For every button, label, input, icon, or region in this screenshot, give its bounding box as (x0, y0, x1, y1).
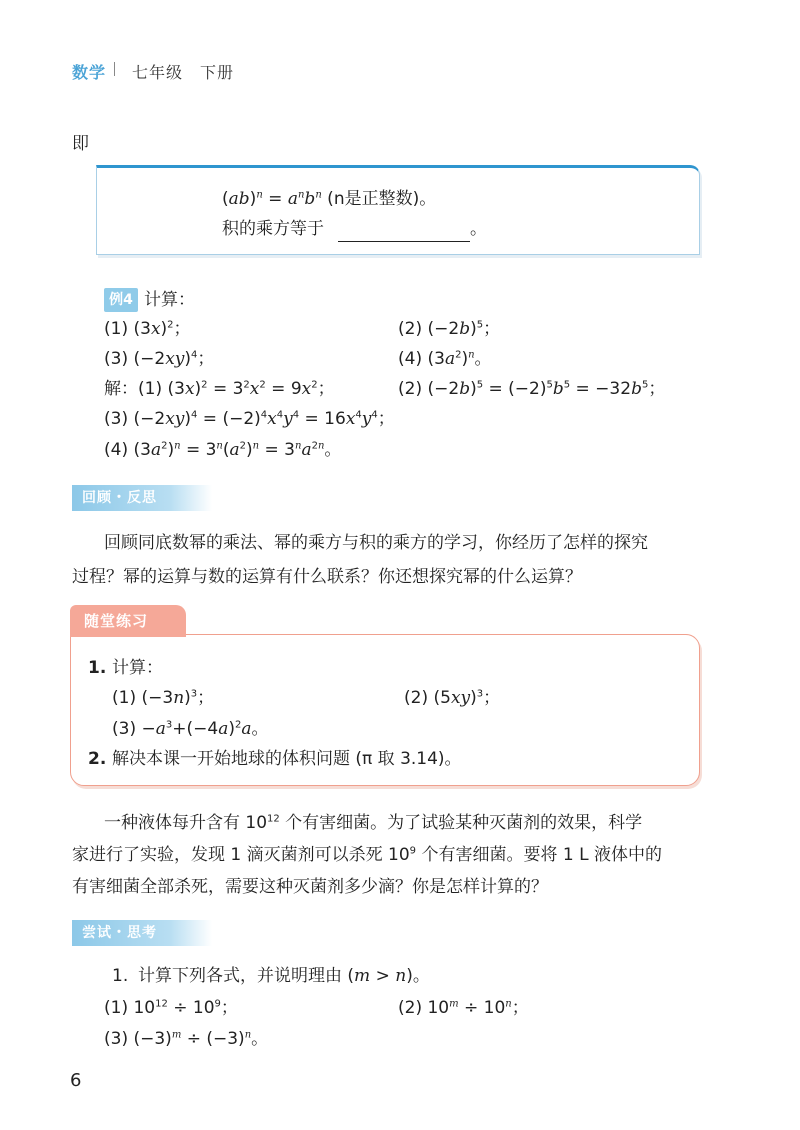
practice-part-1: (1) $(-3n)^3$； (112, 688, 215, 708)
try-item-label: 1. (112, 966, 129, 986)
solution-3: (3) $(-2xy)^4 = (-2)^4x^4y^4 = 16x^4y^4$； (104, 409, 395, 429)
grade-label: 七年级 下册 (132, 63, 235, 82)
rule-statement: $(ab)^n = a^nb^n$ (n是正整数)。 (222, 189, 437, 209)
example-problem-3: (3) $(-2xy)^4$； (104, 349, 215, 369)
review-line-2: 过程？幂的运算与数的运算有什么联系？你还想探究幂的什么运算？ (72, 567, 582, 587)
practice-part-2: (2) $(5xy)^3$； (404, 688, 501, 708)
try-tag: 尝试・思考 (72, 920, 212, 946)
review-tag: 回顾・反思 (72, 485, 212, 511)
rule-note: n是正整数 (333, 189, 413, 209)
example-problem-4: (4) $(3a^2)^n$。 (398, 349, 492, 369)
review-line-1: 回顾同底数幂的乘法、幂的乘方与积的乘方的学习，你经历了怎样的探究 (104, 533, 648, 553)
solution-2: (2) $(-2b)^5 = (-2)^5b^5 = -32b^5$； (398, 379, 666, 399)
try-item-text: 计算下列各式，并说明理由 (m > n)。 (138, 966, 430, 986)
problem-line-2: 家进行了实验，发现 1 滴灭菌剂可以杀死 $10^9$ 个有害细菌。要将 1 L 液体中的 (72, 845, 662, 865)
practice-item-2-label: 2. (88, 749, 107, 769)
header-divider (114, 62, 115, 76)
rule-sentence-end: 。 (470, 219, 487, 239)
rule-sentence-text: 积的乘方等于 (222, 219, 324, 239)
solution-1: 解：(1) $(3x)^2 = 3^2x^2 = 9x^2$； (104, 379, 335, 399)
example-problem-1: (1) $(3x)^2$； (104, 319, 191, 339)
example-tag: 例4 (104, 288, 138, 312)
practice-item-1-title: 计算： (112, 658, 163, 678)
practice-item-1-label: 1. (88, 658, 107, 678)
problem-line-3: 有害细菌全部杀死，需要这种灭菌剂多少滴？你是怎样计算的？ (72, 877, 548, 897)
problem-line-1: 一种液体每升含有 $10^{12}$ 个有害细菌。为了试验某种灭菌剂的效果，科学 (104, 813, 643, 833)
example-problem-2: (2) $(-2b)^5$； (398, 319, 501, 339)
solution-label: 解： (104, 379, 138, 399)
solution-4: (4) $(3a^2)^n = 3^n(a^2)^n = 3^na^{2n}$。 (104, 440, 342, 460)
try-part-3: (3) $(-3)^m \div (-3)^n$。 (104, 1029, 269, 1049)
try-part-2: (2) $10^m \div 10^n$； (398, 998, 529, 1018)
answer-blank[interactable] (338, 223, 470, 242)
practice-item-2-text: 解决本课一开始地球的体积问题 (π 取 3.14)。 (112, 749, 462, 769)
example-title: 计算： (144, 290, 195, 310)
rule-sentence (222, 216, 487, 242)
practice-part-3: $(3) -a^3+(-4a)^2a$。 (112, 719, 269, 739)
practice-tab: 随堂练习 (70, 605, 186, 637)
try-part-1: (1) $10^{12} \div 10^9$； (104, 998, 238, 1018)
page-number: 6 (70, 1070, 82, 1091)
intro-word: 即 (72, 134, 89, 154)
subject-label: 数学 (72, 63, 107, 82)
